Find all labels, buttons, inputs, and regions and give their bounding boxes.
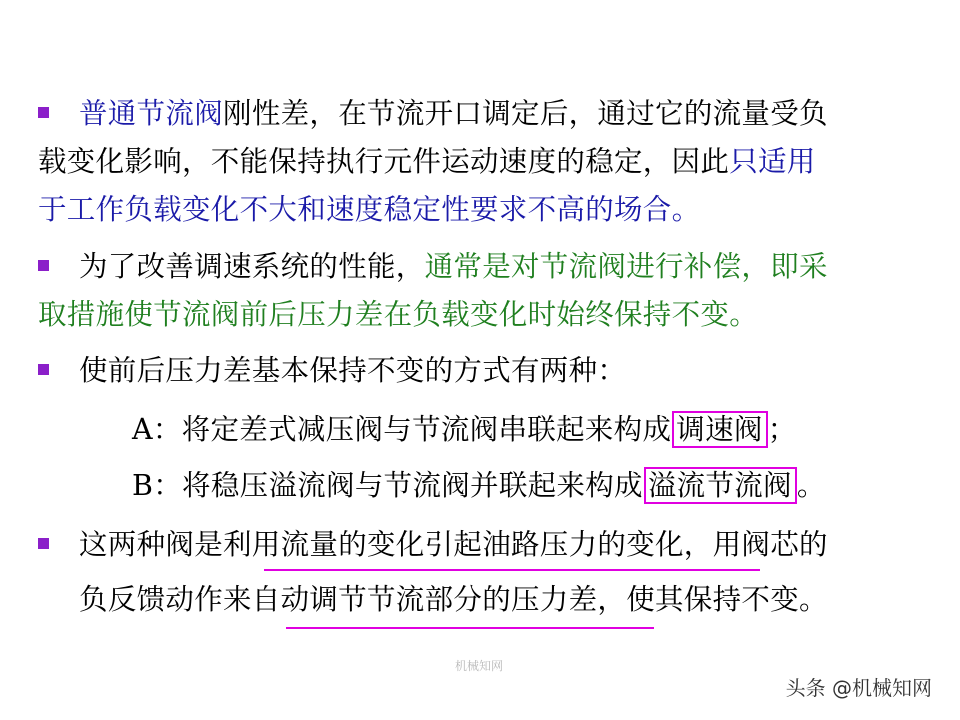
highlight-text-green: 取措施使节流阀前后压力差在负载变化时始终保持不变。	[38, 298, 759, 331]
bullet-square-icon	[38, 364, 49, 375]
option-b-punct: 。	[796, 469, 826, 502]
body-text: 使前后压力差基本保持不变的方式有两种：	[79, 354, 627, 387]
underline-mark	[286, 627, 654, 629]
paragraph-1-line-2	[38, 138, 816, 186]
paragraph-2-line-2	[38, 291, 758, 339]
bullet-square-icon	[38, 260, 49, 271]
body-text: 为了改善调速系统的性能，	[79, 250, 425, 283]
option-b-text: B：将稳压溢流阀与节流阀并联起来构成	[132, 469, 643, 502]
bullet-square-icon	[38, 538, 49, 549]
highlight-text: 于工作负载变化不大和速度稳定性要求不高的场合。	[38, 193, 701, 226]
paragraph-3-line-1	[38, 347, 626, 395]
boxed-term-overflow-throttle-valve: 溢流节流阀	[644, 467, 797, 504]
body-text: 负反馈动作来自动调节节流部分的压力差，使其保持不变。	[79, 583, 828, 616]
underline-mark	[264, 569, 760, 571]
option-a-text: A：将定差式减压阀与节流阀串联起来构成	[132, 413, 672, 446]
highlight-text-green: 通常是对节流阀进行补偿，即采	[424, 250, 828, 283]
watermark: 机械知网	[455, 659, 504, 673]
boxed-term-speed-valve: 调速阀	[672, 411, 767, 448]
paragraph-1-line-3	[38, 186, 700, 234]
body-text: 这两种阀是利用流量的变化引起油路压力的变化，用阀芯的	[79, 528, 828, 561]
option-a	[132, 406, 797, 454]
option-b	[132, 462, 826, 510]
paragraph-4-line-2	[79, 576, 828, 624]
body-text: 刚性差，在节流开口调定后，通过它的流量受负	[223, 97, 828, 130]
paragraph-1-line-1	[38, 90, 828, 138]
paragraph-4-line-1	[38, 521, 828, 569]
bullet-square-icon	[38, 107, 49, 118]
body-text: 载变化影响，不能保持执行元件运动速度的稳定，因此	[38, 145, 730, 178]
paragraph-2-line-1	[38, 243, 828, 291]
highlight-text: 只适用	[729, 145, 816, 178]
brand-label: 头条 @机械知网	[785, 676, 932, 700]
highlight-term: 普通节流阀	[79, 97, 224, 130]
option-a-punct: ；	[767, 413, 797, 446]
